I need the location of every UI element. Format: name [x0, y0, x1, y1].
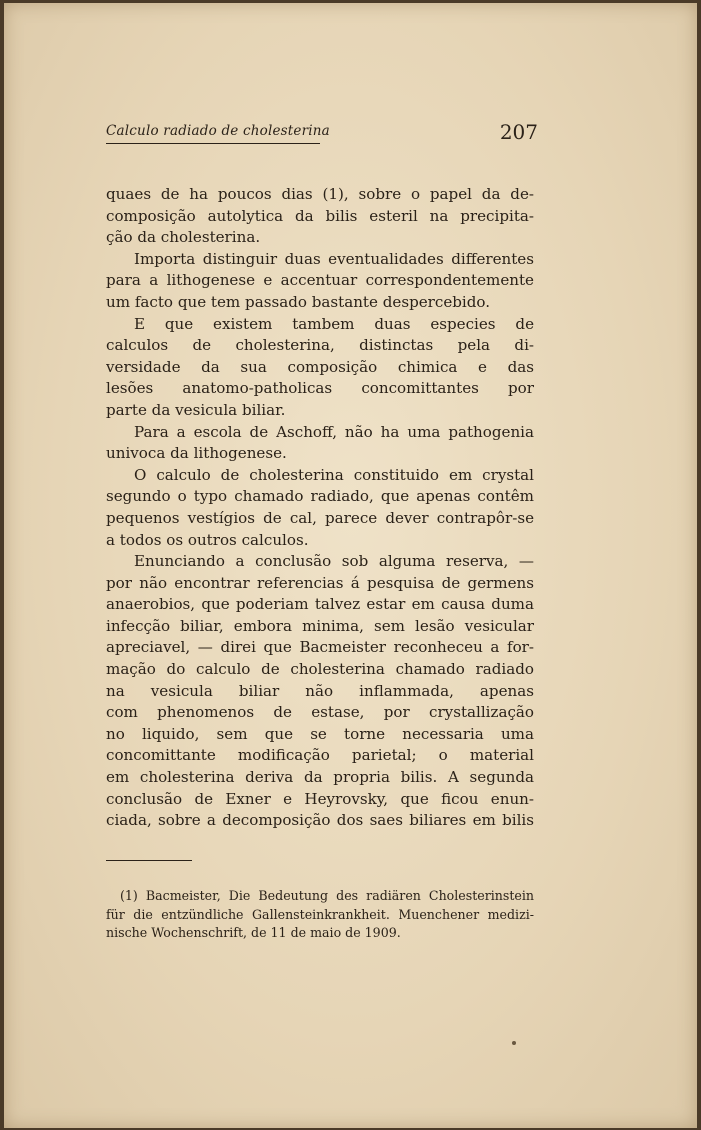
- text-line: anaerobios, que poderiam talvez estar em causa duma: [106, 595, 534, 614]
- text-line: segundo o typo chamado radiado, que apenas contêm: [106, 487, 534, 506]
- footnote: [106, 887, 534, 943]
- text-line: mação do calculo de cholesterina chamado radiado: [106, 660, 534, 679]
- footnote-rule: [106, 860, 192, 861]
- running-head: [106, 121, 538, 153]
- running-title: Calculo radiado de cholesterina: [106, 123, 330, 139]
- text-line: composição autolytica da bilis esteril na precipita-: [106, 206, 534, 225]
- text-line: parte da vesicula biliar.: [106, 400, 286, 419]
- text-line: no liquido, sem que se torne necessaria uma: [106, 724, 534, 743]
- text-line: univoca da lithogenese.: [106, 444, 287, 463]
- page-number: 207: [499, 120, 538, 144]
- text-line: ciada, sobre a decomposição dos saes biliares em bilis: [106, 811, 534, 830]
- body-text: [106, 184, 534, 832]
- ink-speck: [512, 1041, 516, 1045]
- header-rule: [106, 143, 320, 144]
- book-page: [4, 3, 697, 1128]
- text-line: Importa distinguir duas eventualidades differentes: [134, 249, 534, 268]
- text-line: com phenomenos de estase, por crystallização: [106, 703, 534, 722]
- text-line: apreciavel, — direi que Bacmeister reconheceu a for-: [106, 638, 534, 657]
- text-line: Enunciando a conclusão sob alguma reserva, —: [134, 552, 534, 571]
- footnote-line: für die entzündliche Gallensteinkrankheit. Muenchener medizi-: [106, 906, 534, 922]
- footnote-line: nische Wochenschrift, de 11 de maio de 1909.: [106, 925, 401, 940]
- text-line: calculos de cholesterina, distinctas pela di-: [106, 336, 534, 355]
- text-line: versidade da sua composição chimica e das: [106, 357, 534, 376]
- text-line: lesões anatomo-patholicas concomittantes por: [106, 379, 534, 398]
- text-line: na vesicula biliar não inflammada, apenas: [106, 681, 534, 700]
- text-line: concomittante modificação parietal; o material: [106, 746, 534, 765]
- text-line: um facto que tem passado bastante despercebido.: [106, 292, 491, 311]
- text-line: em cholesterina deriva da propria bilis. A segunda: [106, 768, 534, 787]
- text-line: ção da cholesterina.: [106, 228, 261, 247]
- footnote-line: (1) Bacmeister, Die Bedeutung des radiären Cholesterinstein: [120, 888, 534, 903]
- text-line: O calculo de cholesterina constituido em crystal: [134, 465, 534, 484]
- text-line: conclusão de Exner e Heyrovsky, que ficou enun-: [106, 789, 534, 808]
- text-line: quaes de ha poucos dias (1), sobre o papel da de-: [106, 185, 534, 203]
- text-line: pequenos vestígios de cal, parece dever contrapôr-se: [106, 508, 534, 527]
- text-line: infecção biliar, embora minima, sem lesão vesicular: [106, 616, 534, 635]
- text-line: por não encontrar referencias á pesquisa de germens: [106, 573, 534, 592]
- text-line: a todos os outros calculos.: [106, 530, 309, 549]
- text-line: para a lithogenese e accentuar correspondentemente: [106, 271, 534, 290]
- text-line: Para a escola de Aschoff, não ha uma pathogenia: [134, 422, 534, 441]
- text-line: E que existem tambem duas especies de: [134, 314, 534, 333]
